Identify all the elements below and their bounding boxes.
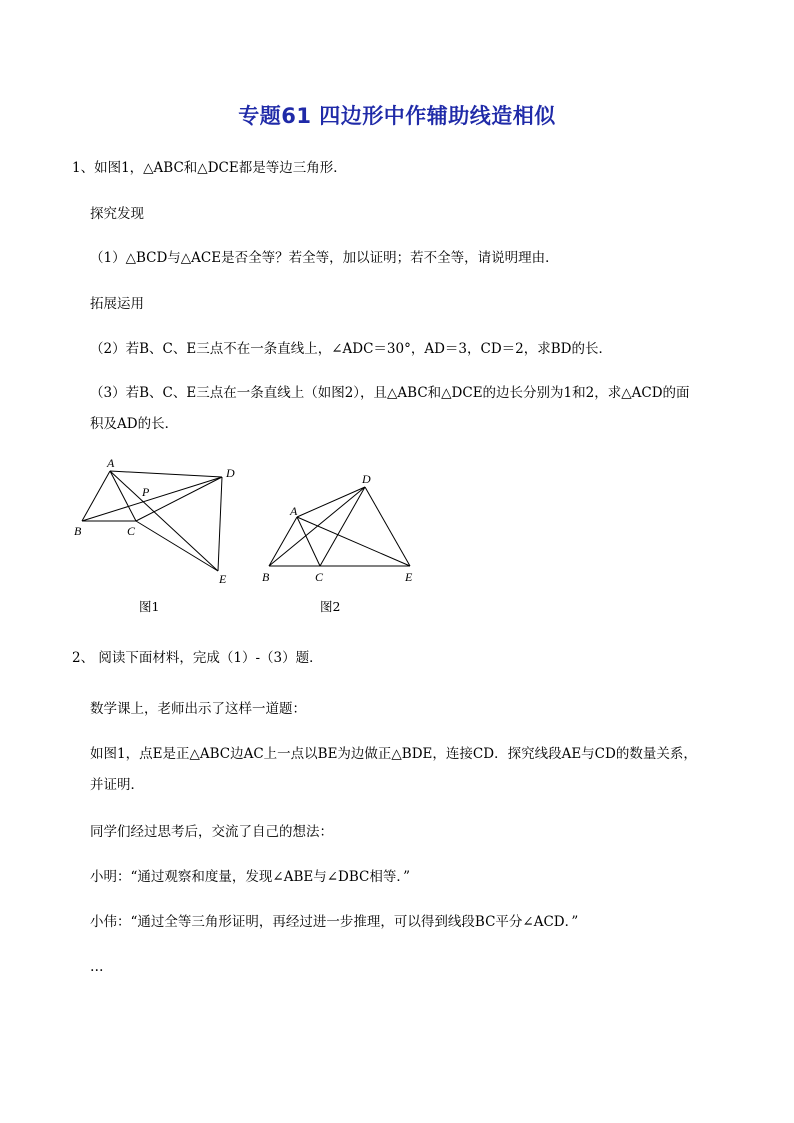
segment-ad	[297, 487, 365, 517]
problem-2-intro: 2、 阅读下面材料，完成（1）-（3）题．	[72, 650, 323, 666]
label-p: P	[142, 485, 150, 499]
page-title: 专题61 四边形中作辅助线造相似	[238, 104, 556, 128]
label-a: A	[290, 504, 298, 518]
segment-ce	[136, 521, 218, 571]
segment-de	[218, 477, 222, 571]
problem-2-paragraph-2-line-2: 并证明．	[90, 777, 144, 793]
segment-ac	[297, 517, 320, 566]
label-c: C	[127, 524, 136, 538]
problem-2-xiaoming: 小明：“通过观察和度量，发现∠ABE与∠DBC相等．”	[90, 869, 411, 885]
figure-2-diagram	[260, 470, 430, 585]
problem-2-paragraph-2-line-1: 如图1，点E是正△ABC边AC上一点以BE为边做正△BDE，连接CD．探究线段AE与CD的数量关系，	[90, 746, 697, 762]
problem-1-question-2: （2）若B、C、E三点不在一条直线上，∠ADC＝30°，AD＝3，CD＝2，求BD的长．	[90, 341, 612, 357]
segment-ad	[110, 471, 222, 477]
label-a: A	[107, 456, 115, 470]
problem-1-question-1: （1）△BCD与△ACE是否全等？若全等，加以证明；若不全等，请说明理由．	[90, 250, 559, 266]
problem-1-intro: 1、如图1，△ABC和△DCE都是等边三角形．	[72, 160, 347, 176]
problem-2-paragraph-3: 同学们经过思考后，交流了自己的想法：	[90, 824, 333, 840]
label-c: C	[315, 570, 324, 584]
problem-2-xiaowei: 小伟：“通过全等三角形证明，再经过进一步推理，可以得到线段BC平分∠ACD．”	[90, 914, 579, 930]
figure-1-caption: 图1	[139, 599, 160, 614]
section-extend-heading: 拓展运用	[90, 296, 144, 312]
label-e: E	[405, 570, 413, 584]
segment-cd	[136, 477, 222, 521]
segment-bd	[269, 487, 365, 566]
segment-ab	[269, 517, 297, 566]
problem-2-ellipsis: …	[90, 959, 104, 975]
section-explore-heading: 探究发现	[90, 206, 144, 222]
label-d: D	[362, 472, 371, 486]
segment-ae	[297, 517, 410, 566]
figure-1-diagram	[70, 455, 250, 590]
label-d: D	[226, 466, 235, 480]
segment-de	[365, 487, 410, 566]
problem-1-question-3-line-1: （3）若B、C、E三点在一条直线上（如图2），且△ABC和△DCE的边长分别为1和2，求△ACD的面	[90, 385, 690, 401]
problem-2-paragraph-1: 数学课上，老师出示了这样一道题：	[90, 701, 306, 717]
segment-ac	[110, 471, 136, 521]
segment-cd	[320, 487, 365, 566]
label-b: B	[74, 524, 82, 538]
figure-2-caption: 图2	[320, 599, 341, 614]
label-e: E	[219, 572, 227, 586]
label-b: B	[262, 570, 270, 584]
problem-1-question-3-line-2: 积及AD的长．	[90, 416, 179, 432]
